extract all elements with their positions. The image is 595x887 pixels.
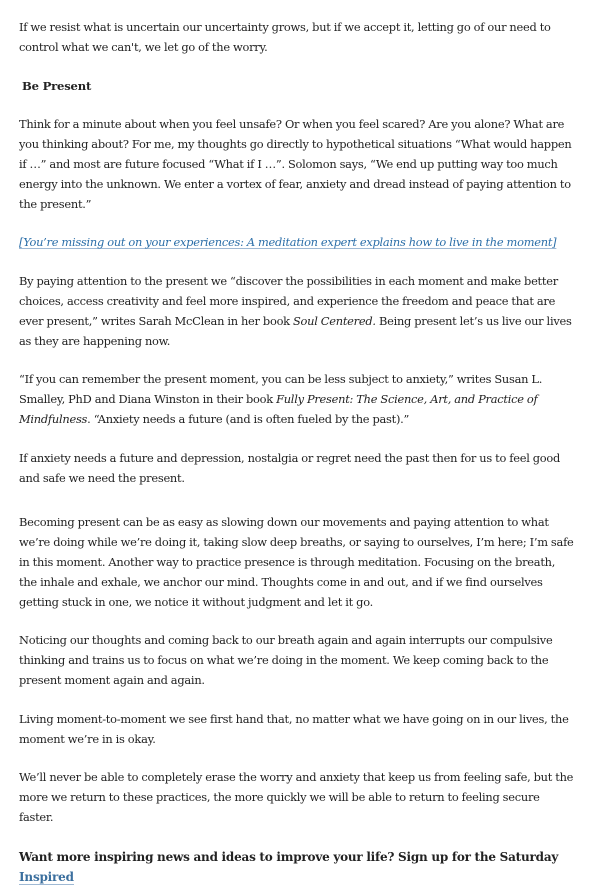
paragraph-paying-text-1: By paying attention to the present we “discover the possibilities in each moment and make better choices, access creativity and feel more inspired, and experience the freedom and peace that are ever present,” writes Sarah McClean in her book bbox=[19, 274, 558, 328]
related-article-link[interactable]: [You’re missing out on your experiences: A meditation expert explains how to live in the moment] bbox=[19, 235, 557, 250]
paragraph-anxiety-future: If anxiety needs a future and depression, nostalgia or regret need the past then for us to feel good and safe we need the present. bbox=[19, 450, 561, 485]
paragraph-quote-text-1: “If you can remember the present moment, you can be less subject to anxiety,” writes Susan L. Smalley, PhD and Diana Winston in their book bbox=[19, 372, 543, 407]
paragraph-becoming-present: Becoming present can be as easy as slowing down our movements and paying attention to what we’re doing while we’re doing it, taking slow deep breaths, or saying to ourselves, I’m here; I’m safe in this moment. Another way to practice presence is through meditation. Focusing on the breath, the inhale and exhale, we anchor our mind. Thoughts come in and out, and if we find ourselves getting stuck in one, we notice it without judgment and let it go. bbox=[19, 515, 574, 609]
paragraph-think: Think for a minute about when you feel unsafe? Or when you feel scared? Are you alone? What are you thinking about? For me, my thoughts go directly to hypothetical situations “What would happen if …” and most are future focused “What if I …”. Solomon says, “We end up putting way too much energy into the unknown. We enter a vortex of fear, anxiety and dread instead of paying attention to the present.” bbox=[19, 117, 572, 211]
paragraph-living: Living moment-to-moment we see first hand that, no matter what we have going on in our lives, the moment we’re in is okay. bbox=[19, 711, 569, 746]
related-article-callout bbox=[19, 233, 576, 253]
article-body bbox=[19, 18, 576, 887]
paragraph-never: We’ll never be able to completely erase the worry and anxiety that keep us from feeling safe, but the more we return to these practices, the more quickly we will be able to return to feeling secure faster. bbox=[19, 770, 574, 824]
newsletter-inspired-link[interactable]: Inspired bbox=[19, 869, 74, 884]
paragraph-paying-attention bbox=[19, 272, 576, 351]
paragraph-quote-text-2: . “Anxiety needs a future (and is often fueled by the past).” bbox=[87, 411, 410, 426]
book-title-soul-centered: Soul Centered. bbox=[293, 313, 376, 328]
paragraph-noticing: Noticing our thoughts and coming back to our breath again and again interrupts our compulsive thinking and trains us to focus on what we’re doing in the moment. We keep coming back to the present moment again and again. bbox=[19, 633, 553, 687]
book-title-fully-present: Fully Present: The Science, Art, and Practice of Mindfulness bbox=[19, 392, 538, 426]
section-heading-be-present: Be Present bbox=[22, 78, 92, 93]
newsletter-cta bbox=[19, 847, 576, 887]
paragraph-paying-text-2: Being present let’s us live our lives as they are happening now. bbox=[19, 313, 572, 348]
newsletter-cta-text: Want more inspiring news and ideas to improve your life? Sign up for the Saturday bbox=[19, 849, 559, 864]
paragraph-quote bbox=[19, 370, 576, 429]
paragraph-intro: If we resist what is uncertain our uncertainty grows, but if we accept it, letting go of our need to control what we can't, we let go of the worry. bbox=[19, 20, 551, 54]
